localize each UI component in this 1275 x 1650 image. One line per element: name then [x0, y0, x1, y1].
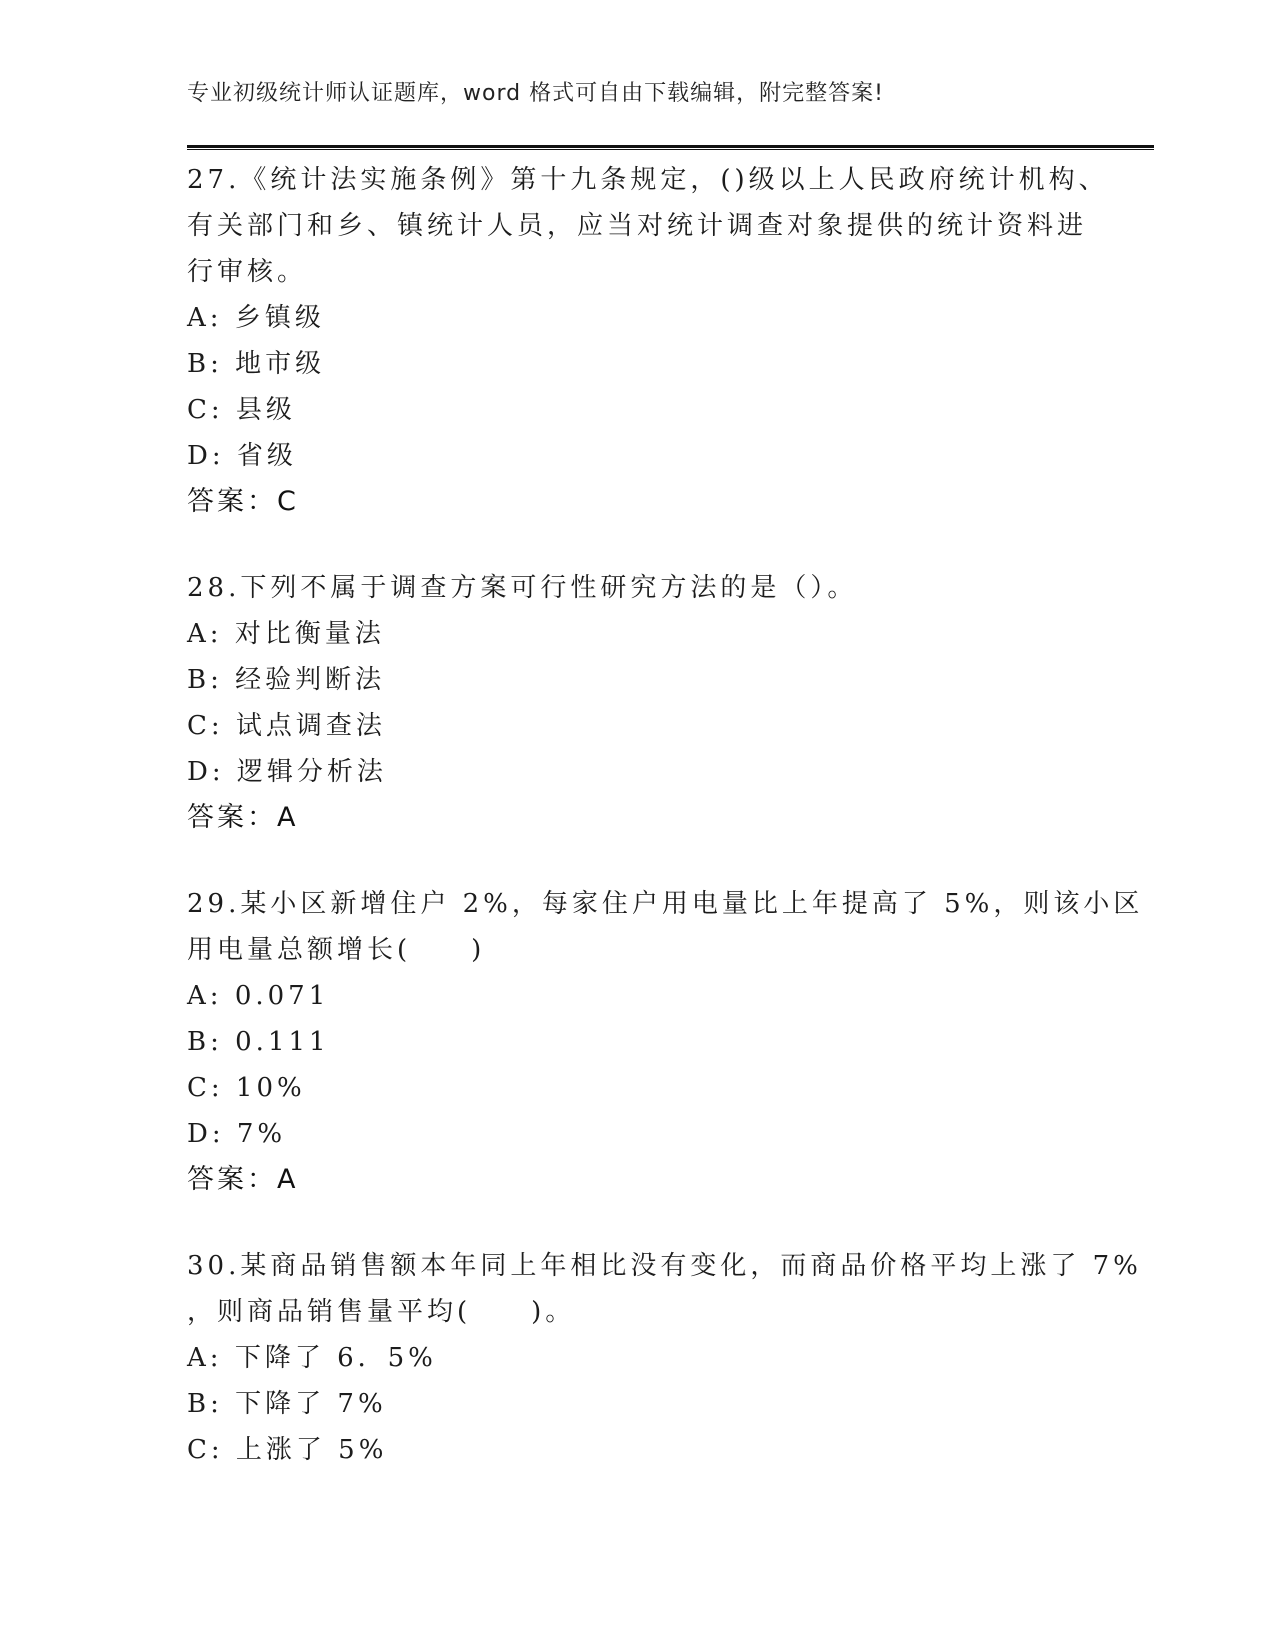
stem-line: 29.某小区新增住户 2%，每家住户用电量比上年提高了 5%，则该小区	[187, 889, 1144, 919]
option-text: 地市级	[235, 349, 326, 379]
option-a	[187, 611, 1067, 657]
option-text: 对比衡量法	[234, 619, 385, 649]
option-b	[187, 341, 1067, 387]
option-d	[187, 1111, 1067, 1157]
option-text: 0.071	[234, 981, 330, 1011]
answer-line: 答案：A	[187, 1164, 299, 1195]
stem-line: 30.某商品销售额本年同上年相比没有变化，而商品价格平均上涨了 7%	[187, 1251, 1142, 1281]
option-a	[187, 973, 1067, 1019]
option-letter: A:	[187, 303, 223, 333]
option-text: 省级	[236, 441, 297, 471]
option-letter: C:	[187, 711, 224, 741]
option-letter: C:	[187, 1073, 224, 1103]
question-list	[187, 157, 1144, 1513]
option-letter: D:	[187, 757, 225, 787]
option-text: 10%	[235, 1073, 306, 1103]
question-29	[187, 881, 1144, 1203]
question-27	[187, 157, 1109, 525]
option-letter: B:	[187, 1027, 223, 1057]
question-stem	[187, 157, 1109, 295]
option-text: 经验判断法	[235, 665, 386, 695]
option-d	[187, 749, 1067, 795]
option-c	[187, 387, 1067, 433]
option-letter: A:	[187, 1343, 223, 1373]
option-letter: D:	[187, 441, 225, 471]
option-text: 县级	[235, 395, 296, 425]
option-text: 上涨了 5%	[235, 1435, 388, 1465]
option-text: 下降了 7%	[235, 1389, 387, 1419]
option-text: 7%	[236, 1119, 287, 1149]
option-c	[187, 1427, 1067, 1473]
stem-line: 27.《统计法实施条例》第十九条规定，()级以上人民政府统计机构、	[187, 165, 1109, 195]
option-letter: A:	[187, 619, 223, 649]
question-30	[187, 1243, 1142, 1473]
answer-line: 答案：C	[187, 486, 299, 517]
stem-line: 行审核。	[187, 257, 308, 287]
option-letter: C:	[187, 395, 224, 425]
option-letter: B:	[187, 349, 223, 379]
page-header: 专业初级统计师认证题库，word 格式可自由下载编辑，附完整答案!	[187, 81, 884, 106]
option-d	[187, 433, 1067, 479]
option-text: 下降了 6．5%	[234, 1343, 437, 1373]
option-a	[187, 1335, 1067, 1381]
stem-line: 有关部门和乡、镇统计人员，应当对统计调查对象提供的统计资料进	[187, 211, 1088, 241]
option-letter: B:	[187, 1389, 223, 1419]
option-letter: D:	[187, 1119, 225, 1149]
stem-line: 用电量总额增长( )	[187, 935, 486, 965]
question-stem	[187, 1243, 1142, 1335]
option-b	[187, 1019, 1067, 1065]
option-c	[187, 1065, 1067, 1111]
option-text: 试点调查法	[235, 711, 386, 741]
option-c	[187, 703, 1067, 749]
option-letter: C:	[187, 1435, 224, 1465]
question-stem	[187, 881, 1144, 973]
option-text: 逻辑分析法	[236, 757, 387, 787]
answer-line: 答案：A	[187, 802, 299, 833]
option-b	[187, 657, 1067, 703]
option-text: 0.111	[235, 1027, 330, 1057]
question-stem	[187, 565, 1067, 611]
header-divider	[187, 145, 1154, 150]
stem-line: 28.下列不属于调查方案可行性研究方法的是（）。	[187, 573, 858, 603]
option-letter: B:	[187, 665, 223, 695]
stem-line: ，则商品销售量平均( )。	[187, 1297, 576, 1327]
option-a	[187, 295, 1067, 341]
option-text: 乡镇级	[234, 303, 325, 333]
option-b	[187, 1381, 1067, 1427]
question-28	[187, 565, 1067, 841]
option-letter: A:	[187, 981, 223, 1011]
